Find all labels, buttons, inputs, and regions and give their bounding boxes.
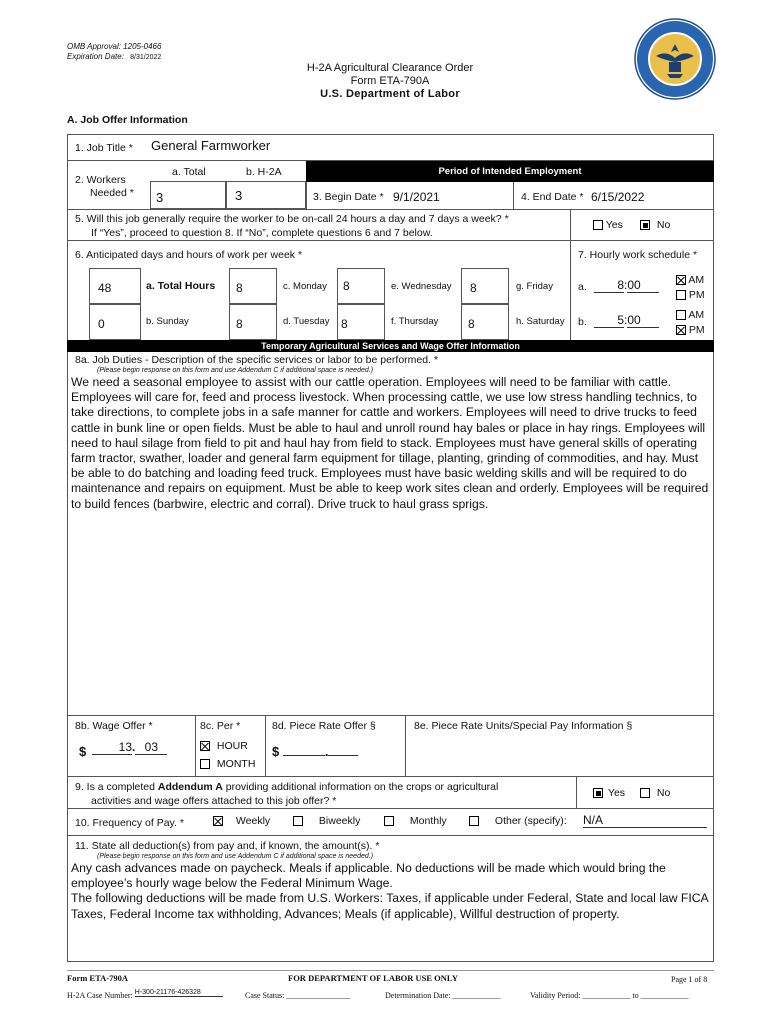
schedule-a-pm[interactable]	[676, 289, 705, 301]
pay-biweekly-label: Biweekly	[318, 815, 361, 827]
monday-field[interactable]	[337, 268, 385, 304]
q9-yes-option[interactable]	[593, 787, 625, 799]
q9-yes-checkbox[interactable]	[593, 788, 603, 798]
pay-biweekly-checkbox[interactable]	[293, 816, 303, 826]
expiration-label: Expiration Date:	[67, 52, 124, 61]
workers-total-field[interactable]	[150, 181, 226, 209]
schedule-b-pm-label: PM	[688, 324, 705, 336]
workers-h2a-label: b. H-2A	[246, 166, 282, 178]
monday-value: 8	[343, 279, 350, 293]
case-number	[67, 991, 223, 1001]
q11-label: 11. State all deduction(s) from pay and, if known, the amount(s). *	[75, 840, 380, 852]
pay-weekly-label: Weekly	[235, 815, 271, 827]
row2-first-value: 0	[98, 317, 105, 331]
q9-no-checkbox[interactable]	[640, 788, 650, 798]
expiration-value: 8/31/2022	[130, 54, 162, 61]
pay-other-checkbox[interactable]	[469, 816, 479, 826]
per-hour-checkbox[interactable]	[200, 741, 210, 751]
workers-total-value: 3	[156, 190, 164, 205]
wednesday-field[interactable]	[461, 268, 509, 304]
sunday-value: 8	[236, 317, 243, 331]
q5-question: 5. Will this job generally require the worker to be on-call 24 hours a day and 7 days a week? *	[75, 213, 509, 225]
form-title-block	[250, 62, 530, 101]
q9-yes-label: Yes	[607, 787, 626, 799]
schedule-b-am-label: AM	[688, 309, 705, 321]
thursday-field[interactable]	[461, 304, 509, 340]
q8c-label: 8c. Per *	[200, 720, 241, 732]
q9-addendum: Addendum A	[157, 781, 223, 793]
schedule-a-pm-label: PM	[688, 289, 705, 301]
per-month-label: MONTH	[216, 758, 256, 770]
schedule-a-time[interactable]	[594, 278, 659, 293]
form-title: H-2A Agricultural Clearance Order	[306, 62, 474, 74]
friday-label: g. Friday	[516, 281, 553, 292]
job-duties-field[interactable]: We need a seasonal employee to assist with our cattle operation. Employees will need to be familiar with cattle. Employees will care for, feed and process livestock. When processing cattle, we use low stress handling technics, to take directions, to complete jobs in a safe manner for cattle and workers. Employees will need to drive trucks to feed cattle in bunk line or open fields. Must be able to haul and unroll round hay bales or place in hay rings. Employees will need to haul silage from field to pit and haul hay from field to stack. Employees must have general skills of operating farm tractor, swather, loader and general farm equipment for tillage, planting, grinding of commodities, and hay. Must be able to do batching and loading feed truck. Employees must have basic welding skills and will be required to do maintenance and repairs on equipment. Must be able to keep work sites clean and orderly. Employees will be required to build fences (barbwire, electric and corral). Drive truck to haul grass sprigs.	[71, 375, 709, 511]
q5-no-checkbox[interactable]	[640, 220, 650, 230]
schedule-a-hour[interactable]: 8	[594, 278, 624, 293]
pay-other-label: Other (specify):	[494, 815, 567, 827]
schedule-b-am-checkbox[interactable]	[676, 310, 686, 320]
period-employment-bar: Period of Intended Employment	[306, 161, 714, 182]
footer-dol-only: FOR DEPARTMENT OF LABOR USE ONLY	[288, 973, 458, 983]
hours-row1-b-value: 8	[236, 281, 243, 295]
schedule-a-label: a.	[578, 281, 587, 293]
pay-weekly-option[interactable]	[213, 815, 270, 827]
workers-needed-label-2: Needed *	[90, 187, 134, 199]
validity-period: Validity Period: ____________ to ____________	[530, 991, 689, 1000]
wednesday-label: e. Wednesday	[391, 281, 452, 292]
workers-total-label: a. Total	[172, 166, 206, 178]
schedule-b-time[interactable]	[594, 313, 659, 328]
q9-no-option[interactable]	[640, 787, 670, 799]
footer-page: Page 1 of 8	[671, 975, 708, 984]
schedule-b-label: b.	[578, 316, 587, 328]
wage-offer-field[interactable]: 13. 03	[92, 740, 167, 755]
q9-post: providing additional information on the crops or agricultural	[222, 781, 499, 793]
determination-date: Determination Date: ____________	[385, 991, 501, 1000]
monday-label: c. Monday	[283, 281, 327, 292]
sunday-field[interactable]	[229, 304, 277, 340]
sunday-label: b. Sunday	[146, 316, 189, 327]
schedule-a-pm-checkbox[interactable]	[676, 290, 686, 300]
schedule-b-colon: :	[624, 313, 628, 327]
pay-monthly-label: Monthly	[409, 815, 447, 827]
schedule-b-pm-checkbox[interactable]	[676, 325, 686, 335]
temp-services-bar: Temporary Agricultural Services and Wage Offer Information	[67, 340, 714, 352]
end-date-field[interactable]: 6/15/2022	[591, 190, 645, 204]
total-hours-label: a. Total Hours	[146, 280, 216, 292]
section-a-title: A. Job Offer Information	[67, 114, 188, 126]
footer-form: Form ETA-790A	[67, 973, 128, 983]
q9-pre: 9. Is a completed	[75, 781, 158, 793]
form-number: Form ETA-790A	[350, 75, 430, 87]
total-hours-value: 48	[98, 281, 112, 295]
schedule-a-colon: :	[624, 278, 628, 292]
pay-other-field[interactable]: N/A	[583, 813, 707, 828]
q9-no-label: No	[656, 787, 671, 799]
deductions-field[interactable]: Any cash advances made on paycheck. Meals if applicable. No deductions will be made which would bring the employee’s hourly wage below the Federal Minimum Wage. The following deductions will be made from U.S. Workers: Taxes, if applicable under Federal, State and local law FICA Taxes, Federal Income tax withholding, Advances; Meals (if applicable), Willful destruction of property.	[71, 861, 708, 921]
per-hour-label: HOUR	[216, 740, 248, 752]
per-hour-option[interactable]	[200, 740, 248, 752]
per-month-checkbox[interactable]	[200, 759, 210, 769]
schedule-a-am-checkbox[interactable]	[676, 275, 686, 285]
q8d-label: 8d. Piece Rate Offer §	[272, 720, 376, 732]
schedule-b-min[interactable]: 00	[627, 313, 659, 328]
tuesday-value: 8	[341, 317, 348, 331]
pay-weekly-checkbox[interactable]	[213, 816, 223, 826]
begin-date-field[interactable]: 9/1/2021	[393, 190, 440, 204]
q5-no-option[interactable]	[640, 219, 670, 231]
dol-seal	[634, 18, 716, 100]
workers-needed-label: 2. Workers	[75, 174, 126, 186]
q11-note: (Please begin response on this form and use Addendum C if additional space is needed.)	[97, 853, 374, 860]
q5-yes-option[interactable]	[593, 219, 623, 231]
pay-other-option[interactable]	[469, 815, 567, 827]
q8b-dollar: $	[79, 744, 87, 759]
end-date-label: 4. End Date *	[521, 191, 584, 203]
per-month-option[interactable]	[200, 758, 255, 770]
expiration-date	[67, 52, 161, 61]
q8e-label: 8e. Piece Rate Units/Special Pay Information §	[414, 720, 633, 732]
department-name: U.S. Department of Labor	[320, 88, 460, 100]
piece-rate-dollar: $	[272, 744, 280, 759]
wage-dollars[interactable]: 13	[92, 740, 132, 755]
q10-label: 10. Frequency of Pay. *	[75, 817, 184, 829]
q8a-label: 8a. Job Duties - Description of the specific services or labor to be performed. *	[75, 354, 438, 366]
schedule-b-am[interactable]	[676, 309, 704, 321]
case-number-label: H-2A Case Number:	[67, 991, 133, 1000]
workers-h2a-field[interactable]	[226, 181, 306, 209]
omb-approval: OMB Approval: 1205-0466	[67, 42, 162, 51]
tuesday-field[interactable]	[337, 304, 385, 340]
schedule-b-pm[interactable]	[676, 324, 705, 336]
case-status: Case Status: ________________	[245, 991, 351, 1000]
row2-first-field[interactable]	[89, 304, 141, 340]
q8b-label: 8b. Wage Offer *	[75, 720, 153, 732]
q9-question	[75, 781, 498, 793]
case-number-value[interactable]: H-300-21176-426328	[135, 989, 223, 997]
q6-label: 6. Anticipated days and hours of work per week *	[75, 249, 303, 261]
schedule-b-hour[interactable]: 5	[594, 313, 624, 328]
thursday-value: 8	[468, 317, 475, 331]
workers-h2a-value: 3	[235, 188, 243, 203]
pay-monthly-option[interactable]	[384, 815, 447, 827]
job-title-field[interactable]: General Farmworker	[151, 138, 271, 153]
piece-rate-field[interactable]: $ .	[272, 744, 358, 759]
q7-label: 7. Hourly work schedule *	[578, 249, 698, 261]
q8a-note: (Please begin response on this form and use Addendum C if additional space is needed.)	[97, 367, 374, 374]
total-hours-field[interactable]	[89, 268, 141, 304]
q5-yes-label: Yes	[605, 219, 623, 231]
hours-row1-b-field[interactable]	[229, 268, 277, 304]
q5-yes-checkbox[interactable]	[593, 220, 603, 230]
begin-date-label: 3. Begin Date *	[313, 191, 384, 203]
schedule-a-am[interactable]	[676, 274, 704, 286]
pay-biweekly-option[interactable]	[293, 815, 360, 827]
tuesday-label: d. Tuesday	[283, 316, 330, 327]
q9-line2: activities and wage offers attached to this job offer? *	[91, 795, 337, 807]
wage-cents[interactable]: 03	[135, 740, 167, 755]
q5-instruction: If “Yes”, proceed to question 8. If “No”, complete questions 6 and 7 below.	[91, 227, 433, 239]
schedule-a-am-label: AM	[688, 274, 705, 286]
wednesday-value: 8	[470, 281, 477, 295]
saturday-label: h. Saturday	[516, 316, 565, 327]
schedule-a-min[interactable]: 00	[627, 278, 659, 293]
q5-no-label: No	[656, 219, 671, 231]
job-title-label: 1. Job Title *	[75, 142, 133, 154]
pay-monthly-checkbox[interactable]	[384, 816, 394, 826]
thursday-label: f. Thursday	[391, 316, 439, 327]
